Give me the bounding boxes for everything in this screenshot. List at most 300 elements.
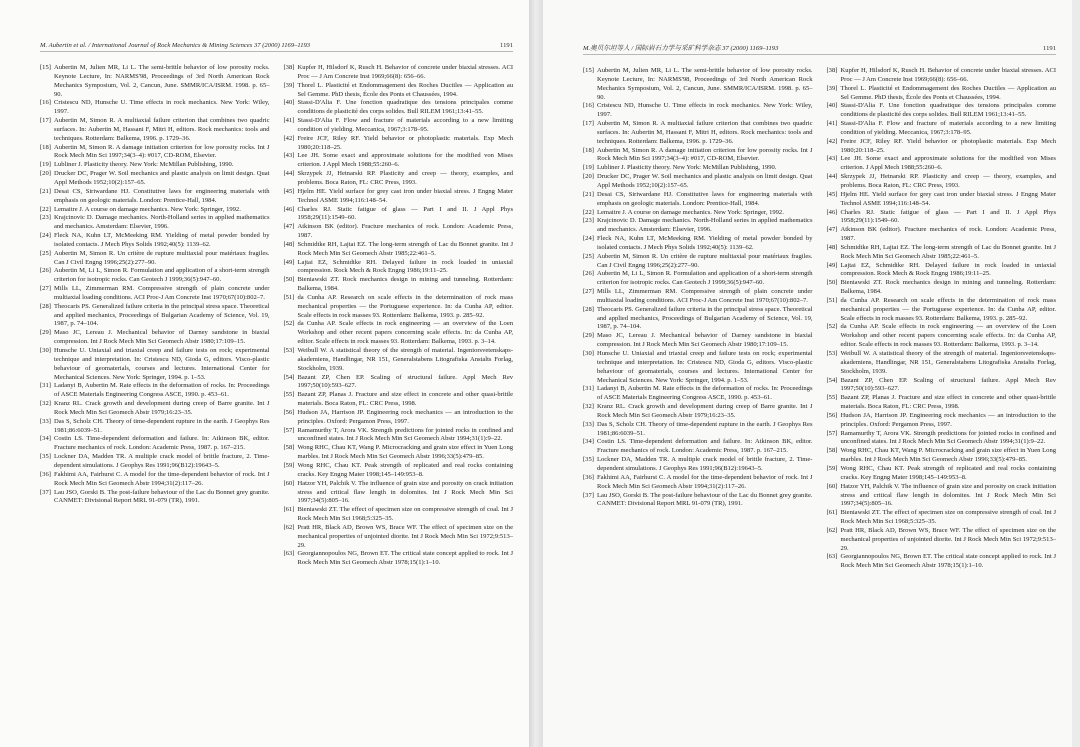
reference-number: [18] bbox=[583, 146, 594, 154]
reference-entry bbox=[583, 191, 813, 209]
reference-number: [31] bbox=[40, 382, 51, 390]
reference-entry bbox=[583, 438, 813, 456]
reference-number: [26] bbox=[583, 270, 594, 278]
reference-text: Hunsche U. Uniaxial and triaxial creep and failure tests on rock; experimental technique and interpretation. In: Cristescu ND, Gioda G, editors. Visco-plastic behaviour of geomaterials, courses and lectures. International Center for Mechanical Sciences. New York: Springer, 1994. p. 1–53. bbox=[597, 350, 813, 384]
reference-entry bbox=[583, 288, 813, 306]
reference-number: [15] bbox=[40, 64, 51, 71]
reference-text: Wong RHC, Chau KT. Peak strength of replicated and real rocks containing cracks. Key Engng Mater 1998;145–149:953–8. bbox=[297, 461, 513, 478]
reference-number: [52] bbox=[283, 320, 295, 328]
reference-number: [46] bbox=[826, 208, 838, 216]
reference-number: [50] bbox=[826, 279, 838, 287]
reference-number: [62] bbox=[826, 526, 838, 534]
reference-text: Aubertin M, Simon R. A damage initiation criterion for low porosity rocks. Int J Rock Mech Min Sci 1997;34(3–4): #017, CD-ROM, Elsevier. bbox=[597, 146, 813, 163]
reference-number: [28] bbox=[583, 305, 594, 313]
reference-text: Lockner DA, Madden TR. A multiple crack model of brittle fracture, 2. Time-dependent simulations. J Geophys Res 1991;96(B12):19643–5. bbox=[597, 456, 813, 472]
reference-number: [30] bbox=[583, 350, 594, 357]
reference-number: [20] bbox=[40, 170, 51, 178]
reference-entry bbox=[827, 412, 1057, 430]
reference-column-2 bbox=[827, 67, 1057, 571]
reference-text: Wong RHC, Chau KT, Wang P. Microcracking and grain size effect in Yuen Long marbles. Int J Rock Mech Min Sci Geomech Abstr 1996;33(5):479–85. bbox=[840, 447, 1056, 464]
reference-entry bbox=[40, 64, 270, 99]
reference-text: Freire JCF, Riley RF. Yield behavior or photoplastic materials. Exp Mech 1980;20:118–25. bbox=[297, 134, 513, 151]
reference-number: [48] bbox=[826, 243, 838, 251]
reference-number: [33] bbox=[40, 417, 51, 425]
reference-number: [39] bbox=[283, 81, 295, 89]
reference-text: Aubertin M, Li L, Simon R. Formulation and application of a short-term strength criterion for isotropic rocks. Can Geotech J 1999;36(5):947–60. bbox=[597, 270, 813, 287]
reference-text: Fleck NA, Kuhn LT, McMeeking RM. Yielding of metal powder bonded by isolated contacts. J Mech Phys Solids 1992;40(5): 1139–62. bbox=[597, 235, 813, 251]
reference-number: [17] bbox=[40, 117, 51, 125]
reference-text: Drucker DC, Prager W. Soil mechanics and plastic analysis on limit design. Quat Appl Methods 1952;10(2):157–65. bbox=[54, 170, 270, 186]
reference-text: Aubertin M, Simon R. A multiaxial failure criterion that combines two quadric surfaces. In: Aubertin M, Hassani F, Mitri H, editors. Rock mechanics: tools and techniques. Rotterdam: Balkema, 1996. p. 1729–36. bbox=[54, 117, 270, 142]
reference-text: Krajcinovic D. Damage mechanics. North-Holland series in applied mathematics and mechanics. Amsterdam: Elsevier, 1996. bbox=[54, 214, 270, 231]
reference-text: Aubertin M, Li L, Simon R. Formulation and application of a short-term strength criterion for isotropic rocks. Can Geotech J 1999;36(5):947–60. bbox=[54, 267, 270, 284]
running-head bbox=[583, 42, 1056, 55]
reference-number: [33] bbox=[583, 420, 594, 428]
reference-number: [42] bbox=[283, 134, 295, 142]
reference-number: [57] bbox=[826, 429, 838, 437]
reference-text: Maso JC, Lereau J. Mechanical behavior of Darney sandstone in biaxial compression. Int J Rock Mech Min Sci Geomech Abstr 1980;17:109–15. bbox=[54, 329, 270, 346]
reference-text: Stassi-D'Alia F. Flow and fracture of materials according to a new limiting condition of yielding. Meccanica, 1967;3:178–95. bbox=[297, 117, 513, 133]
reference-text: Atkinson BK (editor). Fracture mechanics of rock. London: Academic Press, 1987. bbox=[840, 226, 1056, 243]
reference-entry bbox=[583, 235, 813, 253]
reference-entry bbox=[583, 67, 813, 102]
reference-entry bbox=[40, 232, 270, 250]
reference-text: da Cunha AP. Research on scale effects in the determination of rock mass mechanical properties — the Portuguese experience. In: da Cunha AP, editor. Scale effects in rock masses 93. Rotterdam: Balkema, 1993. p. 285–92. bbox=[840, 296, 1056, 322]
reference-text: Lajtai EZ, Schmidtke RH. Delayed failure in rock loaded in uniaxial compression. Rock Mech & Rock Engng 1986;19:11–25. bbox=[840, 261, 1056, 278]
reference-text: Lau JSO, Gorski B. The post-failure behaviour of the Lac du Bonnet grey granite. CANMET: Divisional Report MRL 91-079 (TR), 1991. bbox=[54, 488, 270, 505]
reference-text: Bieniawski ZT. Rock mechanics design in mining and tunneling. Rotterdam: Balkema, 1984. bbox=[297, 276, 513, 293]
reference-text: Wong RHC, Chau KT, Wang P. Microcracking and grain size effect in Yuen Long marbles. Int J Rock Mech Min Sci Geomech Abstr 1996;33(5):479–85. bbox=[297, 444, 513, 461]
reference-entry bbox=[583, 421, 813, 439]
reference-text: Theocaris PS. Generalized failure criteria in the principal stress space. Theoretical and applied mechanics, Proceedings of Bulgarian Academy of Science, Vol. 19, 1987, p. 74–104. bbox=[54, 302, 270, 328]
reference-number: [63] bbox=[826, 553, 838, 561]
reference-text: Ladanyi B, Aubertin M. Rate effects in the deformation of rocks. In: Proceedings of ASCE Materials Engineering Congress ASCE, 1990. p. 453–61. bbox=[597, 385, 813, 402]
reference-entry bbox=[827, 85, 1057, 103]
reference-entry bbox=[827, 120, 1057, 138]
reference-number: [60] bbox=[283, 479, 295, 487]
reference-text: Hjelm HE. Yield surface for grey cast iron under biaxial stress. J Engng Mater Technol ASME 1994;116:148–54. bbox=[840, 190, 1056, 207]
reference-number: [35] bbox=[40, 453, 51, 461]
reference-entry bbox=[827, 377, 1057, 395]
reference-number: [58] bbox=[826, 447, 838, 455]
reference-text: Stassi-D'Alia F. Flow and fracture of materials according to a new limiting condition of yielding. Meccanica, 1967;3:178–95. bbox=[840, 120, 1056, 136]
journal-citation: M. Aubertin et al. / International Journal of Rock Mechanics & Mining Sciences 37 (2000) 1169–1193 bbox=[40, 42, 311, 49]
reference-entry bbox=[583, 120, 813, 147]
reference-text: Bazant ZP, Chen EP. Scaling of structural failure. Appl Mech Rev 1997;50(10):593–627. bbox=[840, 376, 1056, 393]
reference-number: [19] bbox=[40, 161, 51, 169]
reference-text: Aubertin M, Simon R. Un critère de rupture multiaxial pour matériaux fragiles. Can J Civil Engng 1996;25(2):277–90. bbox=[597, 252, 813, 269]
reference-text: Hunsche U. Uniaxial and triaxial creep and failure tests on rock; experimental technique and interpretation. In: Cristescu ND, Gioda G, editors. Visco-plastic behaviour of geomaterials, courses and lectures. International Center for Mechanical Sciences. New York: Springer, 1994. p. 1–53. bbox=[54, 347, 270, 381]
reference-entry bbox=[284, 391, 514, 409]
reference-entry bbox=[284, 135, 514, 153]
running-head bbox=[40, 42, 513, 52]
reference-number: [35] bbox=[583, 456, 594, 464]
reference-number: [51] bbox=[283, 293, 295, 301]
reference-entry bbox=[284, 524, 514, 551]
reference-columns bbox=[583, 67, 1056, 571]
reference-text: Aubertin M, Simon R. Un critère de rupture multiaxial pour matériaux fragiles. Can J Civil Engng 1996;25(2):277–90. bbox=[54, 249, 270, 266]
reference-text: Aubertin M, Julien MR, Li L. The semi-brittle behavior of low porosity rocks. Keynote Lecture, In: NARMS'98, Proceedings of 3rd North American Rock Mechanics Symposium, Vol. 2, Cancun, June. SMMR/ICA/ISRM. 1998. p. 65–90. bbox=[54, 64, 270, 98]
reference-text: Krajcinovic D. Damage mechanics. North-Holland series in applied mathematics and mechanics. Amsterdam: Elsevier, 1996. bbox=[597, 217, 813, 234]
reference-number: [41] bbox=[283, 117, 295, 125]
reference-number: [54] bbox=[826, 376, 838, 384]
reference-text: Aubertin M, Simon R. A multiaxial failure criterion that combines two quadric surfaces. In: Aubertin M, Hassani F, Mitri H, editors. Rock mechanics: tools and techniques. Rotterdam: Balkema, 1996. p. 1729–36. bbox=[597, 120, 813, 145]
reference-number: [62] bbox=[283, 523, 295, 531]
reference-entry bbox=[827, 209, 1057, 227]
reference-text: da Cunha AP. Scale effects in rock engineering — an overview of the Loen Workshop and other recent papers concerning scale effects. In: da Cunha AP, editor. Scale effects in rock masses 93. Rotterdam: Balkema, 1993. p. 3–14. bbox=[297, 320, 513, 346]
reference-text: Bieniawski ZT. The effect of specimen size on compressive strength of coal. Int J Rock Mech Min Sci 1968;5:325–35. bbox=[297, 506, 513, 523]
reference-text: Lee JH. Some exact and approximate solutions for the modified von Mises criterion. J Appl Mech 1988;55:260–6. bbox=[840, 155, 1056, 172]
reference-entry bbox=[40, 382, 270, 400]
reference-number: [50] bbox=[283, 276, 295, 284]
reference-number: [22] bbox=[40, 205, 51, 213]
reference-entry bbox=[40, 170, 270, 188]
reference-entry bbox=[827, 553, 1057, 571]
reference-number: [46] bbox=[283, 205, 295, 213]
reference-number: [24] bbox=[583, 235, 594, 243]
reference-entry bbox=[583, 456, 813, 474]
reference-column-1 bbox=[583, 67, 813, 571]
reference-text: Drucker DC, Prager W. Soil mechanics and plastic analysis on limit design. Quat Appl Methods 1952;10(2):157–65. bbox=[597, 173, 813, 189]
reference-entry bbox=[583, 474, 813, 492]
reference-number: [42] bbox=[826, 137, 838, 145]
reference-entry bbox=[583, 332, 813, 350]
reference-entry bbox=[40, 329, 270, 347]
reference-text: Bieniawski ZT. Rock mechanics design in mining and tunneling. Rotterdam: Balkema, 1984. bbox=[840, 279, 1056, 296]
reference-entry bbox=[583, 385, 813, 403]
reference-number: [39] bbox=[826, 84, 838, 92]
reference-text: Atkinson BK (editor). Fracture mechanics of rock. London: Academic Press, 1987. bbox=[297, 223, 513, 240]
reference-number: [61] bbox=[826, 509, 838, 517]
reference-entry bbox=[827, 155, 1057, 173]
reference-entry bbox=[583, 306, 813, 333]
reference-text: Stassi-D'Alia F. Une fonction quadratique des tensions principales comme conditions de plasticité des corps solides. Bull RILEM 1961;13:41–55. bbox=[297, 99, 513, 116]
reference-number: [31] bbox=[583, 385, 594, 393]
reference-entry bbox=[284, 409, 514, 427]
reference-number: [38] bbox=[283, 64, 295, 71]
reference-entry bbox=[40, 347, 270, 382]
reference-entry bbox=[40, 285, 270, 303]
reference-number: [19] bbox=[583, 164, 594, 172]
reference-entry bbox=[40, 418, 270, 436]
reference-text: Bazant ZP, Chen EP. Scaling of structural failure. Appl Mech Rev 1997;50(10):593–627. bbox=[297, 373, 513, 390]
reference-number: [36] bbox=[40, 470, 51, 478]
reference-entry bbox=[284, 188, 514, 206]
reference-columns bbox=[40, 64, 513, 568]
reference-number: [29] bbox=[583, 332, 594, 340]
reference-number: [22] bbox=[583, 208, 594, 216]
reference-number: [36] bbox=[583, 473, 594, 481]
reference-number: [40] bbox=[826, 102, 838, 110]
reference-text: Fleck NA, Kuhn LT, McMeeking RM. Yielding of metal powder bonded by isolated contacts. J Mech Phys Solids 1992;40(5): 1139–62. bbox=[54, 232, 270, 248]
reference-entry bbox=[284, 480, 514, 507]
reference-number: [37] bbox=[583, 491, 594, 499]
reference-entry bbox=[583, 164, 813, 173]
reference-column-2 bbox=[284, 64, 514, 568]
reference-number: [56] bbox=[283, 408, 295, 416]
reference-number: [25] bbox=[40, 249, 51, 257]
reference-entry bbox=[284, 320, 514, 347]
reference-entry bbox=[40, 453, 270, 471]
reference-entry bbox=[583, 102, 813, 120]
reference-text: Wong RHC, Chau KT. Peak strength of replicated and real rocks containing cracks. Key Engng Mater 1998;145–149:953–8. bbox=[840, 464, 1056, 481]
reference-entry bbox=[40, 435, 270, 453]
reference-text: Charles RJ. Static fatigue of glass — Part I and II. J Appl Phys 1958;29(11):1549–60. bbox=[840, 208, 1056, 225]
reference-number: [34] bbox=[40, 435, 51, 443]
reference-entry bbox=[583, 492, 813, 510]
reference-text: Thorel L. Plasticité et Endommagement des Roches Ductiles — Application au Sel Gemme. PhD thesis, École des Ponts et Chaussées, 1994. bbox=[840, 84, 1056, 101]
reference-text: Pratt HR, Black AD, Brown WS, Brace WF. The effect of specimen size on the mechanical properties of unjointed diorite. Int J Rock Mech Min Sci 1972;9:513–29. bbox=[297, 523, 513, 549]
reference-number: [30] bbox=[40, 347, 51, 354]
original-page bbox=[0, 0, 529, 747]
reference-number: [16] bbox=[583, 102, 594, 110]
reference-text: Weibull W. A statistical theory of the strength of material. Ingeniorsvetenskaps-akademiens, Handlingar, NR 151, Generalstabens Litografiska Anstalts Forlag, Stockholm, 1939. bbox=[840, 350, 1056, 375]
reference-number: [27] bbox=[583, 288, 594, 296]
reference-entry bbox=[284, 99, 514, 117]
reference-number: [27] bbox=[40, 285, 51, 293]
reference-entry bbox=[284, 241, 514, 259]
reference-number: [29] bbox=[40, 329, 51, 337]
reference-number: [48] bbox=[283, 240, 295, 248]
reference-number: [51] bbox=[826, 296, 838, 304]
translated-page bbox=[543, 0, 1072, 747]
reference-text: Pratt HR, Black AD, Brown WS, Brace WF. The effect of specimen size on the mechanical properties of unjointed diorite. Int J Rock Mech Min Sci 1972;9:513–29. bbox=[840, 526, 1056, 552]
reference-entry bbox=[40, 400, 270, 418]
reference-number: [45] bbox=[826, 190, 838, 198]
reference-text: Maso JC, Lereau J. Mechanical behavior of Darney sandstone in biaxial compression. Int J Rock Mech Min Sci Geomech Abstr 1980;17:109–15. bbox=[597, 332, 813, 349]
reference-entry bbox=[284, 152, 514, 170]
reference-entry bbox=[827, 67, 1057, 85]
reference-text: Cristescu ND, Hunsche U. Time effects in rock mechanics. New York: Wiley, 1997. bbox=[54, 99, 270, 116]
reference-number: [16] bbox=[40, 99, 51, 107]
reference-entry bbox=[827, 191, 1057, 209]
reference-number: [21] bbox=[583, 190, 594, 198]
reference-text: Mills LL, Zimmerman RM. Compressive strength of plain concrete under multiaxial loading conditions. ACI Proc-J Am Concrete Inst 1970;67(10):802–7. bbox=[597, 288, 813, 304]
reference-entry bbox=[827, 465, 1057, 483]
reference-number: [34] bbox=[583, 438, 594, 446]
page-number: 1191 bbox=[1043, 45, 1056, 52]
reference-text: Bazant ZP, Planas J. Fracture and size effect in concrete and other quasi-brittle materials. Boca Raton, FL: CRC Press, 1998. bbox=[840, 394, 1056, 411]
reference-text: Costin LS. Time-dependent deformation and failure. In: Atkinson BK, editor. Fracture mechanics of rock. London: Academic Press, 1987. p. 167–215. bbox=[597, 438, 813, 455]
reference-text: Fakhimi AA, Fairhurst C. A model for the time-dependent behavior of rock. Int J Rock Mech Min Sci Geomech Abstr 1994;31(2):117–26. bbox=[597, 473, 813, 490]
reference-entry bbox=[40, 214, 270, 232]
reference-number: [32] bbox=[583, 403, 594, 411]
reference-entry bbox=[284, 444, 514, 462]
reference-number: [47] bbox=[283, 223, 295, 231]
reference-text: Hjelm HE. Yield surface for grey cast iron under biaxial stress. J Engng Mater Technol ASME 1994;116:148–54. bbox=[297, 187, 513, 204]
reference-text: Skrzypek JJ, Hetnarski RP. Plasticity and creep — theory, examples, and problems. Boca Raton, FL: CRC Press, 1993. bbox=[840, 173, 1056, 189]
reference-number: [49] bbox=[283, 258, 295, 266]
reference-text: Skrzypek JJ, Hetnarski RP. Plasticity and creep — theory, examples, and problems. Boca Raton, FL: CRC Press, 1993. bbox=[297, 170, 513, 186]
reference-number: [55] bbox=[826, 394, 838, 402]
reference-text: Das S, Scholz CH. Theory of time-dependent rupture in the earth. J Geophys Res 1981;86:6039–51. bbox=[54, 417, 270, 434]
reference-text: Lubliner J. Plasticity theory. New York: McMillan Publishing, 1990. bbox=[597, 164, 777, 172]
reference-entry bbox=[40, 489, 270, 507]
reference-entry bbox=[827, 244, 1057, 262]
reference-text: Georgiannopoulos NG, Brown ET. The critical state concept applied to rock. Int J Rock Mech Min Sci Geomech Abstr 1978;15(1):1–10. bbox=[297, 550, 513, 567]
reference-number: [44] bbox=[826, 173, 838, 181]
reference-text: Lajtai EZ, Schmidtke RH. Delayed failure in rock loaded in uniaxial compression. Rock Mech & Rock Engng 1986;19:11–25. bbox=[297, 258, 513, 275]
reference-entry bbox=[284, 206, 514, 224]
reference-text: da Cunha AP. Scale effects in rock engineering — an overview of the Loen Workshop and other recent papers concerning scale effects. In: da Cunha AP, editor. Scale effects in rock masses 93. Rotterdam: Balkema, 1993. p. 3–14. bbox=[840, 323, 1056, 349]
reference-entry bbox=[827, 297, 1057, 324]
reference-entry bbox=[284, 64, 514, 82]
reference-text: Desai CS, Siriwardane HJ. Constitutive laws for engineering materials with emphasis on geologic materials. London: Prentice-Hall, 1984. bbox=[54, 187, 270, 204]
reference-text: Kranz RL. Crack growth and development during creep of Barre granite. Int J Rock Mech Min Sci Geomech Abstr 1979;16:23–35. bbox=[597, 403, 813, 419]
reference-number: [52] bbox=[826, 323, 838, 331]
reference-text: Theocaris PS. Generalized failure criteria in the principal stress space. Theoretical and applied mechanics, Proceedings of Bulgarian Academy of Science, Vol. 19, 1987, p. 74–104. bbox=[597, 305, 813, 331]
reference-entry bbox=[827, 173, 1057, 191]
reference-entry bbox=[827, 279, 1057, 297]
reference-number: [43] bbox=[826, 155, 838, 163]
reference-entry bbox=[284, 506, 514, 524]
reference-number: [24] bbox=[40, 232, 51, 240]
reference-number: [40] bbox=[283, 99, 295, 107]
reference-number: [43] bbox=[283, 152, 295, 160]
reference-number: [47] bbox=[826, 226, 838, 234]
reference-entry bbox=[40, 99, 270, 117]
reference-entry bbox=[827, 394, 1057, 412]
reference-number: [54] bbox=[283, 373, 295, 381]
reference-number: [21] bbox=[40, 187, 51, 195]
reference-number: [53] bbox=[283, 347, 295, 354]
reference-entry bbox=[583, 209, 813, 218]
reference-text: Cristescu ND, Hunsche U. Time effects in rock mechanics. New York: Wiley, 1997. bbox=[597, 102, 813, 119]
reference-entry bbox=[284, 550, 514, 568]
reference-entry bbox=[827, 138, 1057, 156]
reference-entry bbox=[284, 170, 514, 188]
reference-text: Freire JCF, Riley RF. Yield behavior or photoplastic materials. Exp Mech 1980;20:118–25. bbox=[840, 137, 1056, 154]
reference-text: Bazant ZP, Planas J. Fracture and size effect in concrete and other quasi-brittle materials. Boca Raton, FL: CRC Press, 1998. bbox=[297, 391, 513, 408]
reference-text: Desai CS, Siriwardane HJ. Constitutive laws for engineering materials with emphasis on geologic materials. London: Prentice-Hall, 1984. bbox=[597, 190, 813, 207]
reference-number: [32] bbox=[40, 400, 51, 408]
reference-entry bbox=[583, 270, 813, 288]
reference-entry bbox=[284, 347, 514, 374]
reference-entry bbox=[284, 82, 514, 100]
reference-text: Bieniawski ZT. The effect of specimen size on compressive strength of coal. Int J Rock Mech Min Sci 1968;5:325–35. bbox=[840, 509, 1056, 526]
reference-text: Schmidtke RH, Lajtai EZ. The long-term strength of Lac du Bonnet granite. Int J Rock Mech Min Sci Geomech Abstr 1985;22:461–5. bbox=[840, 243, 1056, 260]
reference-number: [37] bbox=[40, 488, 51, 496]
reference-number: [41] bbox=[826, 120, 838, 128]
reference-text: Lockner DA, Madden TR. A multiple crack model of brittle fracture, 2. Time-dependent simulations. J Geophys Res 1991;96(B12):19643–5. bbox=[54, 453, 270, 469]
reference-number: [55] bbox=[283, 391, 295, 399]
reference-entry bbox=[583, 253, 813, 271]
reference-text: Lemaitre J. A course on damage mechanics. New York: Springer, 1992. bbox=[54, 205, 241, 213]
reference-text: Aubertin M, Simon R. A damage initiation criterion for low porosity rocks. Int J Rock Mech Min Sci 1997;34(3–4): #017, CD-ROM, Elsevier. bbox=[54, 143, 270, 160]
reference-entry bbox=[583, 147, 813, 165]
reference-text: Thorel L. Plasticité et Endommagement des Roches Ductiles — Application au Sel Gemme. PhD thesis, École des Ponts et Chaussées, 1994. bbox=[297, 81, 513, 98]
reference-entry bbox=[583, 350, 813, 385]
reference-text: Hatzor YH, Palchik V. The influence of grain size and porosity on crack initiation stress and critical flaw length in dolomites. Int J Rock Mech Min Sci 1997;34(5):805–16. bbox=[840, 482, 1056, 508]
reference-entry bbox=[827, 509, 1057, 527]
reference-number: [45] bbox=[283, 187, 295, 195]
reference-text: Kupfer H, Hilsdorf K, Rusch H. Behavior of concrete under biaxial stresses. ACI Proc — J Am Concrete Inst 1969;66(8): 656–66. bbox=[297, 64, 513, 80]
reference-entry bbox=[284, 117, 514, 135]
reference-entry bbox=[40, 303, 270, 330]
reference-text: Weibull W. A statistical theory of the strength of material. Ingeniorsvetenskaps-akademiens, Handlingar, NR 151, Generalstabens Litografiska Anstalts Forlag, Stockholm, 1939. bbox=[297, 347, 513, 372]
reference-number: [18] bbox=[40, 143, 51, 151]
reference-entry bbox=[583, 403, 813, 421]
reference-entry bbox=[40, 161, 270, 170]
reference-text: Hudson JA, Harrison JP. Engineering rock mechanics — an introduction to the principles. Oxford: Pergamon Press, 1997. bbox=[297, 408, 513, 425]
reference-text: Hatzor YH, Palchik V. The influence of grain size and porosity on crack initiation stress and critical flaw length in dolomites. Int J Rock Mech Min Sci 1997;34(5):805–16. bbox=[297, 479, 513, 505]
reference-entry bbox=[284, 259, 514, 277]
reference-text: Costin LS. Time-dependent deformation and failure. In: Atkinson BK, editor. Fracture mechanics of rock. London: Academic Press, 1987. p. 167–215. bbox=[54, 435, 270, 452]
reference-text: Schmidtke RH, Lajtai EZ. The long-term strength of Lac du Bonnet granite. Int J Rock Mech Min Sci Geomech Abstr 1985;22:461–5. bbox=[297, 240, 513, 257]
reference-text: Ramamurthy T, Arora VK. Strength predictions for jointed rocks in confined and unconfined states. Int J Rock Mech Min Sci Geomech Abstr 1994;31(1):9–22. bbox=[840, 429, 1056, 446]
reference-number: [23] bbox=[40, 214, 51, 222]
reference-entry bbox=[284, 223, 514, 241]
reference-number: [58] bbox=[283, 444, 295, 452]
reference-entry bbox=[40, 206, 270, 215]
reference-number: [44] bbox=[283, 170, 295, 178]
reference-entry bbox=[40, 117, 270, 144]
reference-number: [38] bbox=[826, 67, 838, 74]
reference-text: Stassi-D'Alia F. Une fonction quadratique des tensions principales comme conditions de plasticité des corps solides. Bull RILEM 1961;13:41–55. bbox=[840, 102, 1056, 119]
reference-number: [63] bbox=[283, 550, 295, 558]
reference-entry bbox=[40, 267, 270, 285]
reference-entry bbox=[40, 188, 270, 206]
reference-number: [59] bbox=[826, 464, 838, 472]
reference-text: Georgiannopoulos NG, Brown ET. The critical state concept applied to rock. Int J Rock Mech Min Sci Geomech Abstr 1978;15(1):1–10. bbox=[840, 553, 1056, 570]
reference-entry bbox=[284, 427, 514, 445]
reference-entry bbox=[583, 173, 813, 191]
reference-entry bbox=[827, 483, 1057, 510]
reference-column-1 bbox=[40, 64, 270, 568]
journal-citation: M.奥贝尔坦等人 / 国际岩石力学与采矿科学杂志 37 (2000) 1169–1193 bbox=[583, 45, 779, 52]
reference-entry bbox=[40, 471, 270, 489]
reference-number: [49] bbox=[826, 261, 838, 269]
reference-number: [59] bbox=[283, 461, 295, 469]
reference-entry bbox=[827, 262, 1057, 280]
reference-text: Kupfer H, Hilsdorf K, Rusch H. Behavior of concrete under biaxial stresses. ACI Proc — J Am Concrete Inst 1969;66(8): 656–66. bbox=[840, 67, 1056, 83]
reference-number: [26] bbox=[40, 267, 51, 275]
reference-text: Lubliner J. Plasticity theory. New York: McMillan Publishing, 1990. bbox=[54, 161, 234, 169]
reference-text: da Cunha AP. Research on scale effects in the determination of rock mass mechanical properties — the Portuguese experience. In: da Cunha AP, editor. Scale effects in rock masses 93. Rotterdam: Balkema, 1993. p. 285–92. bbox=[297, 293, 513, 319]
reference-text: Charles RJ. Static fatigue of glass — Part I and II. J Appl Phys 1958;29(11):1549–60. bbox=[297, 205, 513, 222]
reference-number: [23] bbox=[583, 217, 594, 225]
reference-text: Mills LL, Zimmerman RM. Compressive strength of plain concrete under multiaxial loading conditions. ACI Proc-J Am Concrete Inst 1970;67(10):802–7. bbox=[54, 285, 270, 301]
reference-text: Hudson JA, Harrison JP. Engineering rock mechanics — an introduction to the principles. Oxford: Pergamon Press, 1997. bbox=[840, 411, 1056, 428]
reference-text: Aubertin M, Julien MR, Li L. The semi-brittle behavior of low porosity rocks. Keynote Lecture, In: NARMS'98, Proceedings of 3rd North American Rock Mechanics Symposium, Vol. 2, Cancun, June. SMMR/ICA/ISRM. 1998. p. 65–90. bbox=[597, 67, 813, 101]
reference-entry bbox=[284, 374, 514, 392]
reference-text: Lau JSO, Gorski B. The post-failure behaviour of the Lac du Bonnet grey granite. CANMET: Divisional Report MRL 91-079 (TR), 1991. bbox=[597, 491, 813, 508]
reference-entry bbox=[284, 294, 514, 321]
reference-entry bbox=[827, 102, 1057, 120]
reference-text: Ladanyi B, Aubertin M. Rate effects in the deformation of rocks. In: Proceedings of ASCE Materials Engineering Congress ASCE, 1990. p. 453–61. bbox=[54, 382, 270, 399]
reference-number: [17] bbox=[583, 120, 594, 128]
reference-entry bbox=[827, 350, 1057, 377]
reference-entry bbox=[827, 430, 1057, 448]
reference-entry bbox=[583, 217, 813, 235]
reference-number: [53] bbox=[826, 350, 838, 357]
reference-entry bbox=[827, 323, 1057, 350]
reference-number: [60] bbox=[826, 482, 838, 490]
reference-text: Fakhimi AA, Fairhurst C. A model for the time-dependent behavior of rock. Int J Rock Mech Min Sci Geomech Abstr 1994;31(2):117–26. bbox=[54, 470, 270, 487]
reference-text: Kranz RL. Crack growth and development during creep of Barre granite. Int J Rock Mech Min Sci Geomech Abstr 1979;16:23–35. bbox=[54, 400, 270, 416]
reference-entry bbox=[827, 447, 1057, 465]
reference-entry bbox=[827, 226, 1057, 244]
reference-entry bbox=[284, 276, 514, 294]
reference-text: Ramamurthy T, Arora VK. Strength predictions for jointed rocks in confined and unconfined states. Int J Rock Mech Min Sci Geomech Abstr 1994;31(1):9–22. bbox=[297, 426, 513, 443]
reference-entry bbox=[284, 462, 514, 480]
reference-entry bbox=[827, 527, 1057, 554]
reference-number: [25] bbox=[583, 252, 594, 260]
reference-entry bbox=[40, 250, 270, 268]
reference-text: Lee JH. Some exact and approximate solutions for the modified von Mises criterion. J Appl Mech 1988;55:260–6. bbox=[297, 152, 513, 169]
page-number: 1191 bbox=[500, 42, 513, 49]
reference-number: [56] bbox=[826, 411, 838, 419]
